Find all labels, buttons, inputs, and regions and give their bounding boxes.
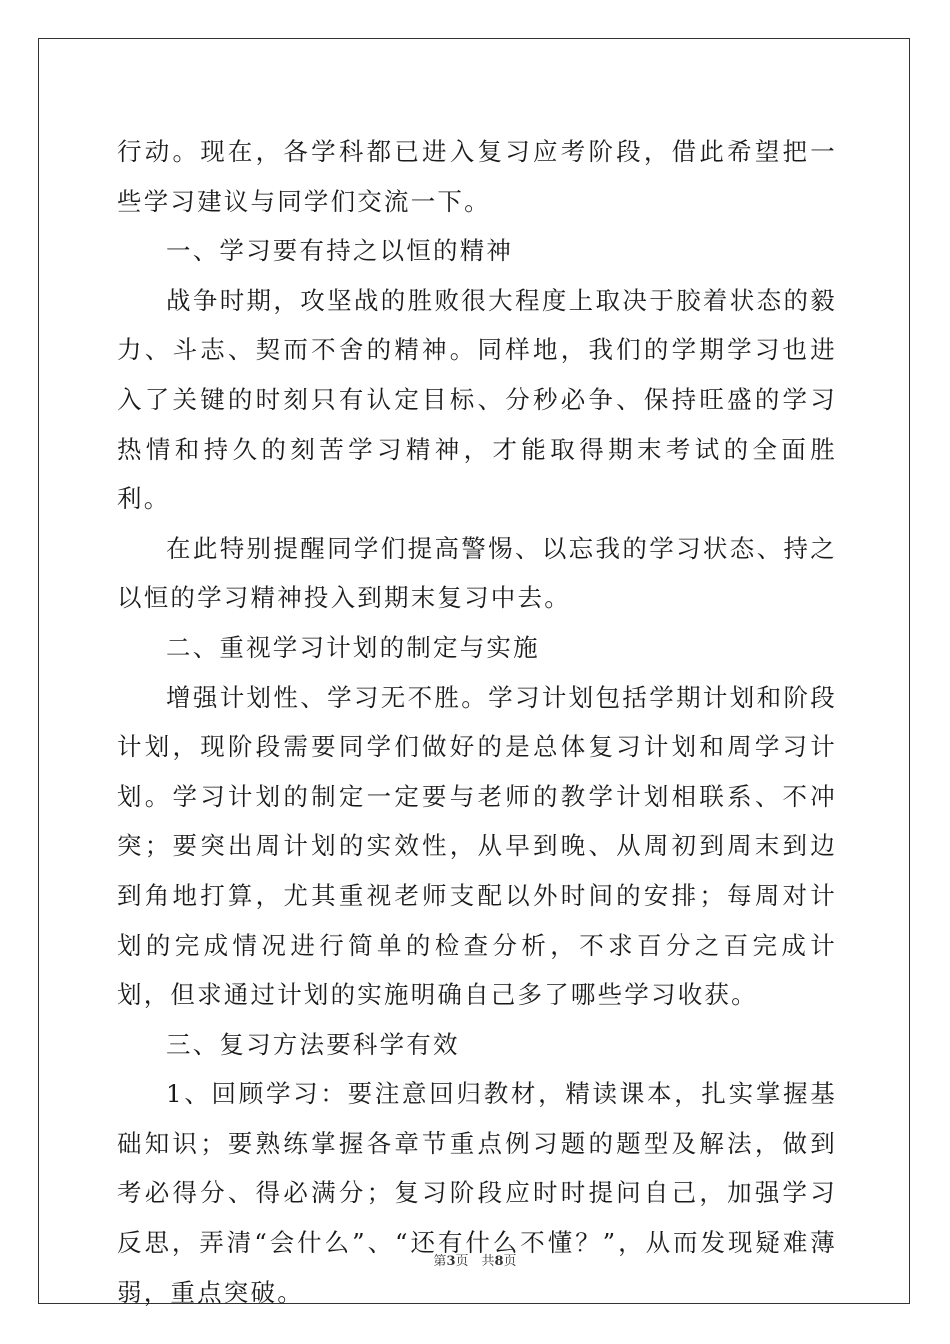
document-body [117,127,837,1317]
section-heading-3: 三、复习方法要科学有效 [166,1029,460,1059]
total-pages-number: 8 [494,1254,504,1269]
footer-prefix: 第 [433,1254,447,1269]
footer-suffix: 页 [503,1254,517,1269]
paragraph-2: 战争时期，攻坚战的胜败很大程度上取决于胶着状态的毅力、斗志、契而不舍的精神。同样地，我们的学期学习也进入了关键的时刻只有认定目标、分秒必争、保持旺盛的学习热情和持久的刻苦学习精神，才能取得期末考试的全面胜利。 [117,285,837,514]
footer-middle: 页 共 [455,1254,495,1269]
paragraph-3: 在此特别提醒同学们提高警惕、以忘我的学习状态、持之以恒的学习精神投入到期末复习中去。 [117,533,837,613]
section-heading-2: 二、重视学习计划的制定与实施 [166,632,540,662]
paragraph-4: 增强计划性、学习无不胜。学习计划包括学期计划和阶段计划，现阶段需要同学们做好的是总体复习计划和周学习计划。学习计划的制定一定要与老师的教学计划相联系、不冲突；要突出周计划的实效性，从早到晚、从周初到周末到边到角地打算，尤其重视老师支配以外时间的安排；每周对计划的完成情况进行简单的检查分析，不求百分之百完成计划，但求通过计划的实施明确自己多了哪些学习收获。 [117,682,837,1010]
paragraph-1: 行动。现在，各学科都已进入复习应考阶段，借此希望把一些学习建议与同学们交流一下。 [117,137,837,216]
section-heading-1: 一、学习要有持之以恒的精神 [166,236,514,266]
page-footer [0,1250,950,1269]
paragraph-5: 1、回顾学习：要注意回归教材，精读课本，扎实掌握基础知识；要熟练掌握各章节重点例习题的题型及解法，做到考必得分、得必满分；复习阶段应时时提问自己，加强学习反思，弄清“会什么”、“还有什么不懂？”，从而发现疑难薄弱，重点突破。 [117,1079,837,1307]
current-page-number: 3 [446,1254,456,1269]
